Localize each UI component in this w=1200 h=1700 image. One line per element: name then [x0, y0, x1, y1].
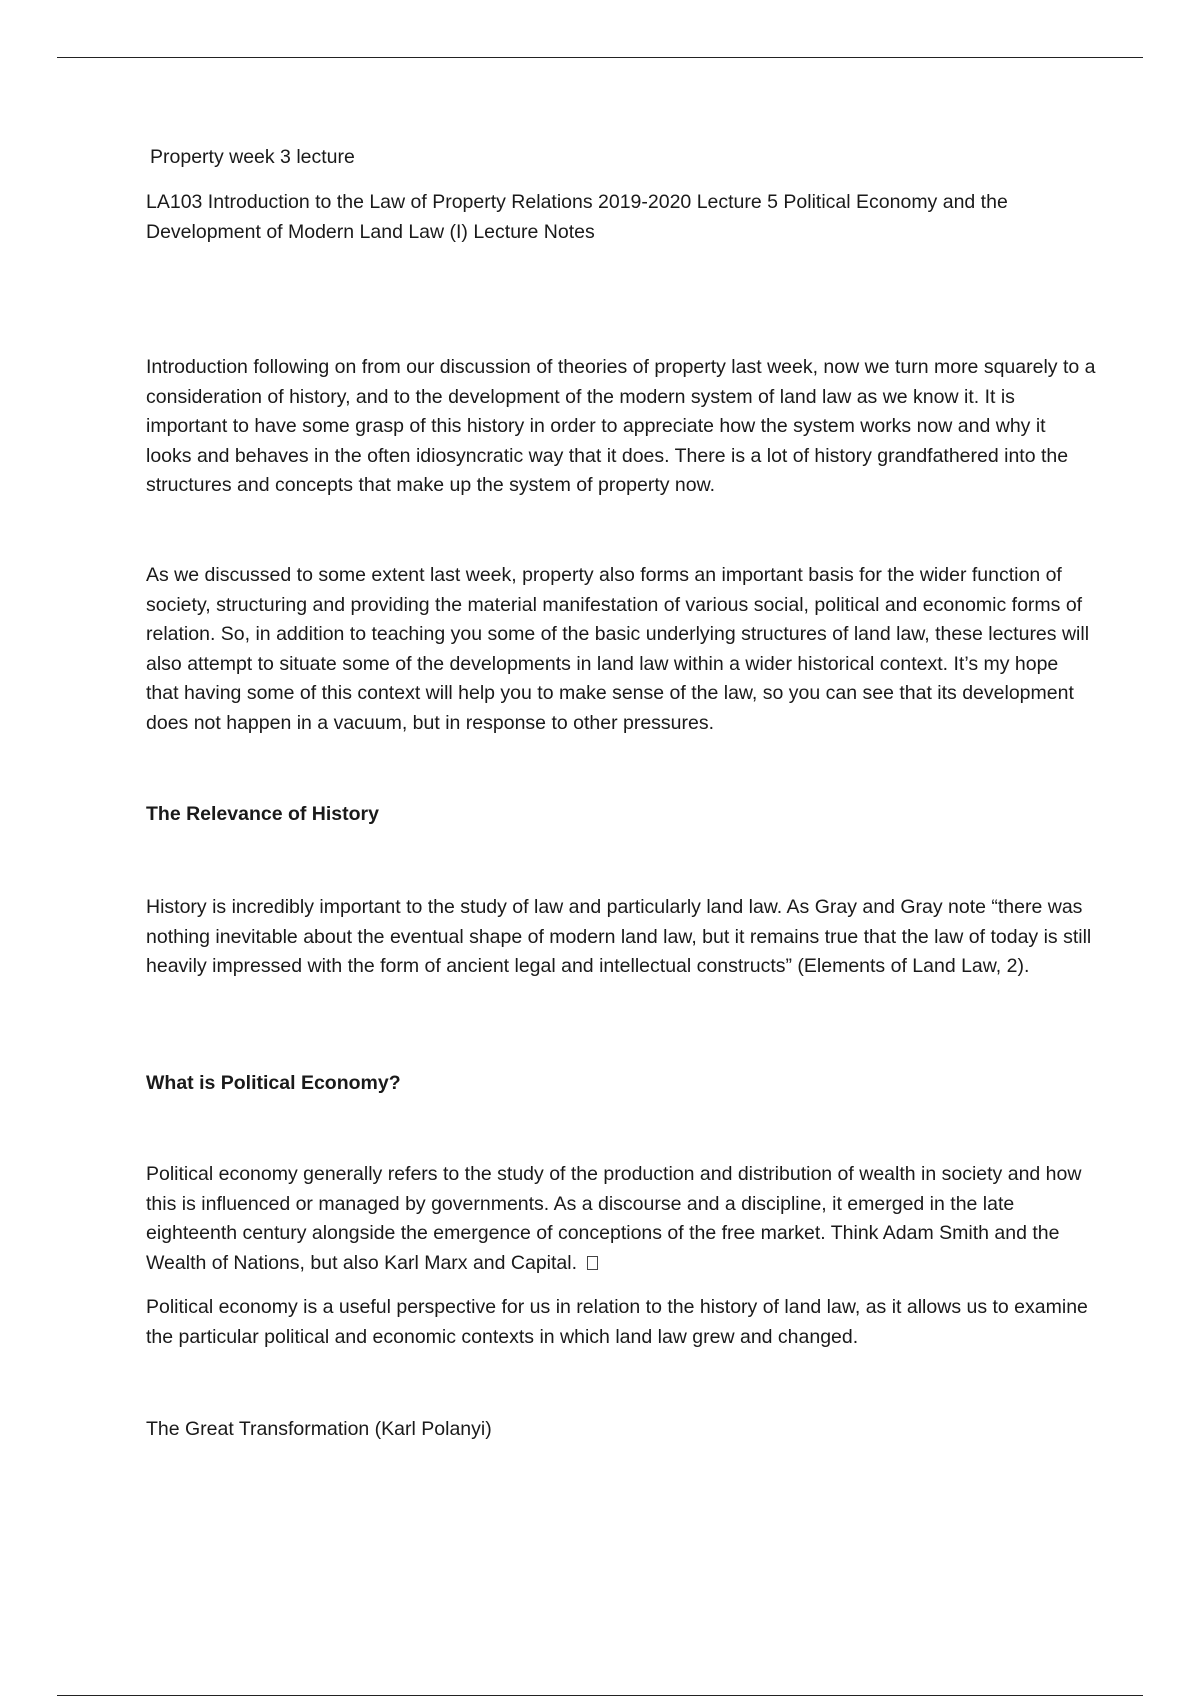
document-title: Property week 3 lecture — [150, 146, 355, 168]
top-rule — [57, 57, 1143, 58]
missing-glyph-icon — [587, 1256, 598, 1270]
political-economy-heading: What is Political Economy? — [146, 1072, 401, 1094]
relevance-of-history-heading: The Relevance of History — [146, 803, 379, 825]
political-economy-paragraph-1 — [146, 1160, 1096, 1278]
political-economy-paragraph-1-text: Political economy generally refers to the study of the production and distribution of wealth in society and how this is influenced or managed by governments. As a discourse and a discipline, it emerged in the late eighteenth century alongside the emergence of conceptions of the free market. Think Adam Smith and the Wealth of Nations, but also Karl Marx and Capital. — [146, 1163, 1082, 1274]
relevance-of-history-paragraph: History is incredibly important to the study of law and particularly land law. As Gray and Gray note “there was nothing inevitable about the eventual shape of modern land law, but it remains true that the law of today is still heavily impressed with the form of ancient legal and intellectual constructs” (Elements of Land Law, 2). — [146, 896, 1092, 977]
intro-paragraph: Introduction following on from our discussion of theories of property last week, now we turn more squarely to a consideration of history, and to the development of the modern system of land law as we know it. It is important to have some grasp of this history in order to appreciate how the system works now and why it looks and behaves in the often idiosyncratic way that it does. There is a lot of history grandfathered into the structures and concepts that make up the system of property now. — [146, 356, 1096, 496]
closing-line: The Great Transformation (Karl Polanyi) — [146, 1418, 492, 1440]
document-subtitle: LA103 Introduction to the Law of Property Relations 2019-2020 Lecture 5 Political Economy and the Development of Modern Land Law (I) Lecture Notes — [146, 191, 1008, 243]
context-paragraph: As we discussed to some extent last week, property also forms an important basis for the wider function of society, structuring and providing the material manifestation of various social, political and economic forms of relation. So, in addition to teaching you some of the basic underlying structures of land law, these lectures will also attempt to situate some of the developments in land law within a wider historical context. It’s my hope that having some of this context will help you to make sense of the law, so you can see that its development does not happen in a vacuum, but in response to other pressures. — [146, 564, 1090, 734]
bottom-rule — [57, 1695, 1143, 1696]
political-economy-paragraph-2: Political economy is a useful perspective for us in relation to the history of land law, as it allows us to examine the particular political and economic contexts in which land law grew and changed. — [146, 1296, 1088, 1348]
